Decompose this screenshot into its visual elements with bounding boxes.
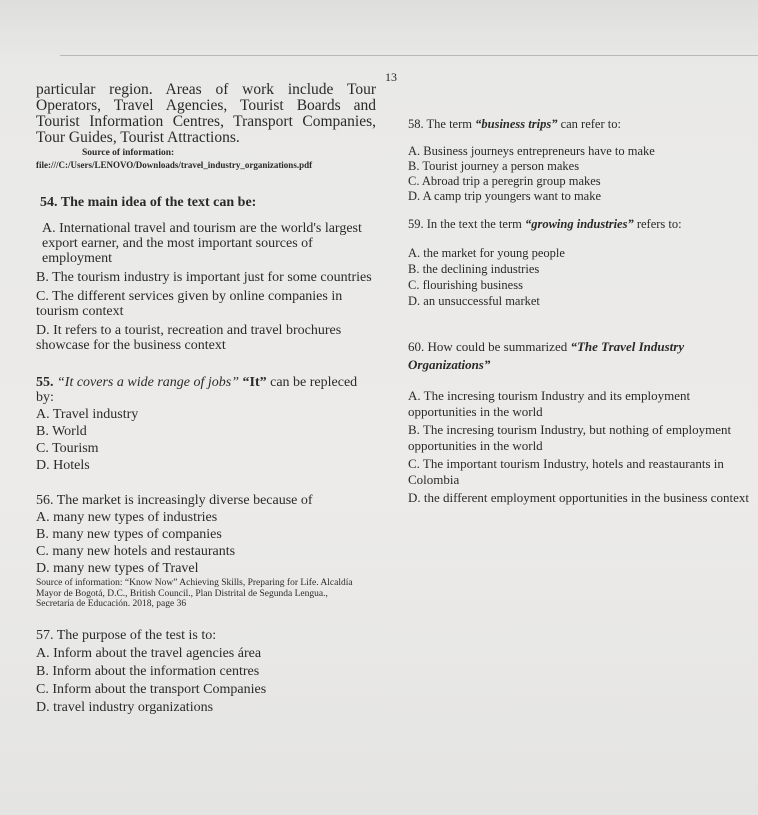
source-citation: Source of information: “Know Now” Achieving Skills, Preparing for Life. Alcaldía Mayor de Bogotá, D.C., British Council., Plan Distrital de Segunda Lengua., Secretaría de Educación. 2018, page 36: [36, 578, 353, 609]
question-prefix: 59. In the text the term: [408, 217, 522, 231]
option-b[interactable]: B. The tourism industry is important just for some countries: [36, 270, 372, 285]
option-c[interactable]: C. Abroad trip a peregrin group makes: [408, 174, 601, 188]
intro-paragraph: particular region. Areas of work include Tour Operators, Travel Agencies, Tourist Boards and Tourist Information Centres, Transport Companies, Tour Guides, Tourist Attractions.: [36, 81, 376, 146]
question-suffix: refers to:: [636, 217, 682, 231]
question-56: [36, 493, 376, 610]
page-edge-line: [60, 55, 758, 56]
question-title: 57. The purpose of the test is to:: [36, 627, 217, 643]
option-a[interactable]: A. the market for young people: [408, 246, 565, 260]
option-a[interactable]: A. Business journeys entrepreneurs have to make: [408, 144, 655, 158]
question-60: [408, 338, 753, 506]
option-b[interactable]: B. The incresing tourism Industry, but nothing of employment opportunities in the world: [408, 422, 732, 453]
quoted-term: “growing industries”: [524, 217, 634, 231]
option-a[interactable]: A. Travel industry: [36, 407, 139, 422]
option-d[interactable]: D. It refers to a tourist, recreation and travel brochures showcase for the business context: [36, 323, 342, 353]
option-d[interactable]: D. A camp trip youngers want to make: [408, 189, 602, 203]
option-c[interactable]: C. many new hotels and restaurants: [36, 544, 236, 559]
quoted-term: “business trips”: [475, 117, 558, 131]
option-d[interactable]: D. many new types of Travel: [36, 561, 199, 576]
option-a[interactable]: A. many new types of industries: [36, 510, 218, 525]
question-title: [36, 375, 376, 405]
question-prefix: 60. How could be summarized: [408, 339, 568, 354]
option-c[interactable]: C. Inform about the transport Companies: [36, 681, 267, 697]
option-c[interactable]: C. Tourism: [36, 441, 99, 456]
question-title: 54. The main idea of the text can be:: [40, 195, 257, 210]
option-b[interactable]: B. Tourist journey a person makes: [408, 159, 580, 173]
question-59: [408, 217, 753, 308]
question-57: [36, 628, 376, 715]
option-b[interactable]: B. many new types of companies: [36, 527, 222, 542]
question-title: [408, 117, 753, 132]
option-d[interactable]: D. an unsuccessful market: [408, 294, 540, 308]
question-suffix: can be repleced by:: [36, 375, 358, 405]
question-title: [408, 338, 753, 374]
option-b[interactable]: B. Inform about the information centres: [36, 663, 260, 679]
page-number: 13: [385, 70, 397, 84]
option-b[interactable]: B. World: [36, 424, 87, 439]
option-a[interactable]: A. International travel and tourism are the world's largest export earner, and the most important sources of employment: [42, 221, 362, 266]
option-a[interactable]: A. The incresing tourism Industry and its employment opportunities in the world: [408, 388, 691, 419]
quoted-phrase: “It covers a wide range of jobs”: [57, 375, 239, 390]
option-c[interactable]: C. The important tourism Industry, hotels and reastaurants in Colombia: [408, 456, 724, 487]
source-text: file:///C:/Users/LENOVO/Downloads/travel_industry_organizations.pdf: [36, 160, 313, 170]
question-title: 56. The market is increasingly diverse because of: [36, 493, 313, 508]
question-54: [36, 195, 376, 353]
option-d[interactable]: D. Hotels: [36, 458, 90, 473]
question-prefix: 58. The term: [408, 117, 472, 131]
question-number: 55.: [36, 375, 54, 390]
question-55: [36, 375, 376, 473]
quoted-term: “The Travel Industry Organizations”: [408, 339, 685, 372]
right-column: [408, 117, 753, 506]
option-c[interactable]: C. flourishing business: [408, 278, 523, 292]
question-suffix: can refer to:: [560, 117, 621, 131]
question-58: [408, 117, 753, 203]
quoted-word: “It”: [242, 375, 267, 390]
option-c[interactable]: C. The different services given by online companies in tourism context: [36, 289, 343, 319]
left-column: [36, 82, 376, 715]
source-label: Source of information:: [82, 148, 175, 158]
option-d[interactable]: D. travel industry organizations: [36, 699, 214, 715]
option-d[interactable]: D. the different employment opportunities in the business context: [408, 490, 749, 505]
question-title: [408, 217, 753, 232]
option-b[interactable]: B. the declining industries: [408, 262, 540, 276]
option-a[interactable]: A. Inform about the travel agencies área: [36, 645, 262, 661]
